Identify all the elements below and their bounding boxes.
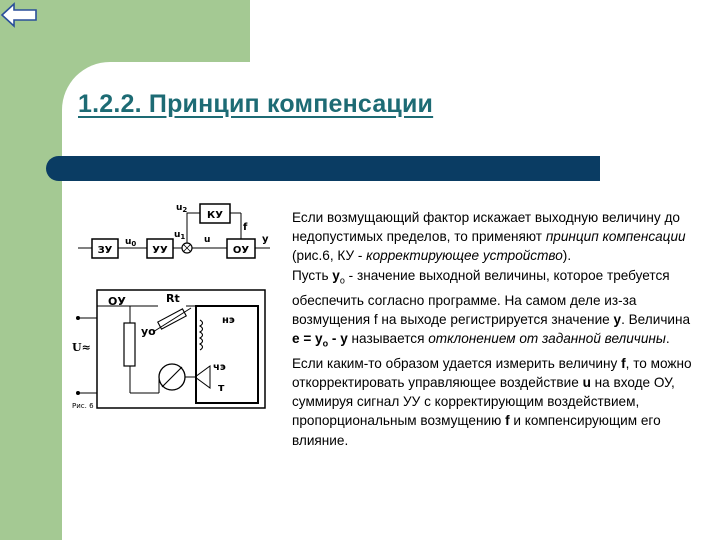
- block-uu-label: УУ: [152, 245, 168, 256]
- signal-y: у: [262, 234, 269, 245]
- body-text: [292, 208, 692, 450]
- t-label: т: [218, 381, 225, 394]
- ou-label: ОУ: [108, 295, 126, 308]
- compensation-diagram: [70, 190, 275, 420]
- slide-title: 1.2.2. Принцип компенсации: [78, 90, 434, 118]
- signal-u: u: [204, 235, 211, 245]
- che-label: чэ: [213, 362, 226, 373]
- back-arrow-icon[interactable]: [0, 0, 40, 30]
- divider-bar: [46, 156, 600, 181]
- ne-label: нэ: [222, 315, 235, 326]
- y0-label: уо: [141, 325, 156, 338]
- paragraph-3: Если каким-то образом удается измерить величину f, то можно откорректировать управляющее воздействие u на входе ОУ, суммируя сигнал УУ с корректирующим воздействием, пропорциональным возмущению f и компенсирующим его влияние.: [292, 355, 692, 448]
- block-ku-label: КУ: [207, 210, 223, 221]
- background-top: [250, 0, 720, 62]
- paragraph-1: Если возмущающий фактор искажает выходную величину до недопустимых пределов, то применяют принцип компенсации (рис.6, КУ - корректирующее устройство).: [292, 210, 686, 264]
- rt-label: Rt: [166, 292, 180, 305]
- source-label: U≈: [72, 341, 91, 354]
- figure-caption: Рис. 6: [72, 402, 94, 410]
- block-zu-label: ЗУ: [97, 245, 113, 256]
- potentiometer: [124, 323, 135, 366]
- paragraph-2: Пусть $у_о$ - значение выходной величины, которое требуется обеспечить согласно программе. На самом деле из-за возмущения f на выходе регистрируется значение у. Величина $е = у_о - у$ называется отклонением от заданной величины.: [292, 267, 691, 349]
- signal-f: f: [243, 222, 248, 233]
- block-ou-top-label: ОУ: [232, 245, 250, 256]
- signal-u0: $u_0$: [125, 237, 137, 248]
- signal-u1: $u_1$: [174, 230, 186, 241]
- signal-u2: $u_2$: [176, 203, 188, 214]
